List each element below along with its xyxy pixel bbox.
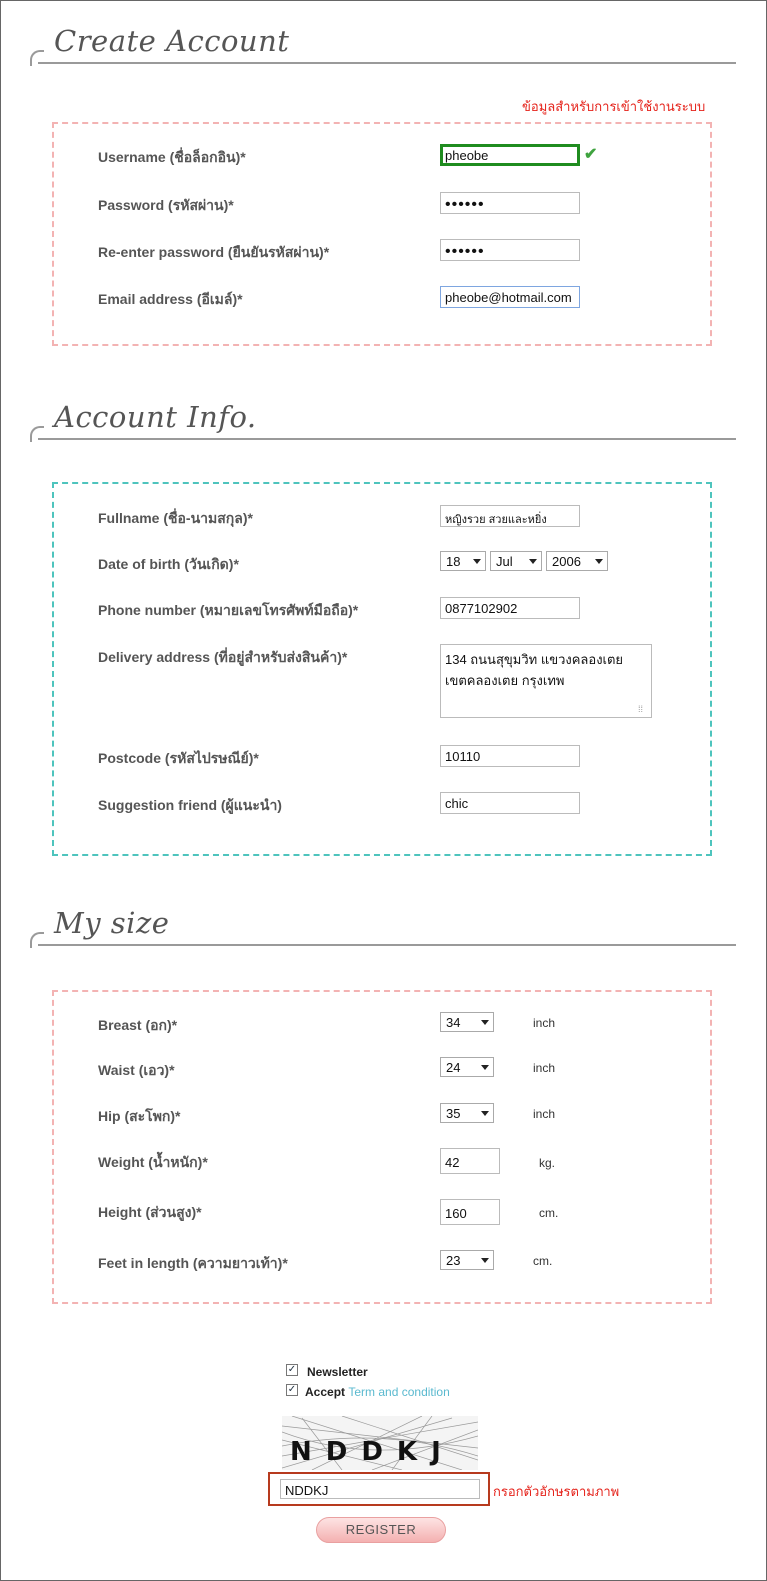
register-button[interactable]: REGISTER [316, 1517, 446, 1543]
breast-select[interactable] [440, 1012, 494, 1032]
title-underline [38, 62, 736, 64]
dob-month-select[interactable] [490, 551, 542, 571]
dob-year-select[interactable] [546, 551, 608, 571]
username-label: Username (ชื่อล็อกอิน)* [98, 149, 246, 165]
reenter-password-input[interactable]: •••••• [440, 239, 580, 261]
chevron-down-icon [595, 559, 603, 564]
phone-input[interactable]: 0877102902 [440, 597, 580, 619]
breast-value: 34 [446, 1015, 461, 1030]
resize-grip-icon[interactable]: ⁞⁞ [638, 704, 644, 714]
fullname-label: Fullname (ชื่อ-นามสกุล)* [98, 510, 253, 526]
chevron-down-icon [473, 559, 481, 564]
postcode-input[interactable]: 10110 [440, 745, 580, 767]
waist-select[interactable] [440, 1057, 494, 1077]
height-label: Height (ส่วนสูง)* [98, 1204, 202, 1220]
dob-month-value: Jul [496, 554, 513, 569]
waist-unit: inch [533, 1061, 556, 1075]
captcha-input-frame [268, 1472, 490, 1506]
suggestion-input[interactable]: chic [440, 792, 580, 814]
dob-day-select[interactable] [440, 551, 486, 571]
suggestion-label: Suggestion friend (ผู้แนะนำ) [98, 797, 282, 813]
accept-checkbox[interactable]: ✓ [287, 1384, 297, 1395]
captcha-note: กรอกตัวอักษรตามภาพ [493, 1484, 620, 1499]
postcode-label: Postcode (รหัสไปรษณีย์)* [98, 750, 259, 766]
hip-unit: inch [533, 1107, 556, 1121]
chevron-down-icon [529, 559, 537, 564]
valid-check-icon: ✔ [584, 146, 598, 163]
address-label: Delivery address (ที่อยู่สำหรับส่งสินค้า)* [98, 649, 348, 665]
feet-unit: cm. [533, 1254, 553, 1268]
email-label: Email address (อีเมล์)* [98, 291, 243, 307]
breast-unit: inch [533, 1016, 556, 1030]
feet-value: 23 [446, 1253, 461, 1268]
phone-label: Phone number (หมายเลขโทรศัพท์มือถือ)* [98, 602, 359, 618]
weight-label: Weight (น้ำหนัก)* [98, 1154, 208, 1170]
username-input[interactable]: pheobe [440, 144, 580, 166]
dob-label: Date of birth (วันเกิด)* [98, 556, 239, 572]
title-underline [38, 438, 736, 440]
accept-label: Accept [305, 1385, 346, 1399]
section-title-create-account [30, 24, 736, 64]
fullname-input[interactable]: หญิงรวย สวยและหยิ่ง [440, 505, 580, 527]
section-title-text: My size [54, 906, 170, 940]
password-input[interactable]: •••••• [440, 192, 580, 214]
newsletter-label: Newsletter [307, 1365, 368, 1379]
section-title-account-info [30, 400, 736, 440]
section-title-my-size [30, 906, 736, 946]
section-title-text: Create Account [54, 24, 290, 58]
feet-select[interactable] [440, 1250, 494, 1270]
address-textarea[interactable] [440, 644, 652, 718]
height-unit: cm. [539, 1206, 559, 1220]
waist-value: 24 [446, 1060, 461, 1075]
section-title-text: Account Info. [54, 400, 257, 434]
captcha-input[interactable]: NDDKJ [280, 1479, 480, 1499]
captcha-text: NDDKJ [290, 1437, 455, 1467]
hip-label: Hip (สะโพก)* [98, 1108, 181, 1124]
hip-select[interactable] [440, 1103, 494, 1123]
dob-year-value: 2006 [552, 554, 581, 569]
feet-label: Feet in length (ความยาวเท้า)* [98, 1255, 288, 1271]
chevron-down-icon [481, 1111, 489, 1116]
waist-label: Waist (เอว)* [98, 1062, 175, 1078]
hip-value: 35 [446, 1106, 461, 1121]
email-input[interactable]: pheobe@hotmail.com [440, 286, 580, 308]
height-input[interactable]: 160 [440, 1199, 500, 1225]
chevron-down-icon [481, 1065, 489, 1070]
weight-input[interactable]: 42 [440, 1148, 500, 1174]
password-label: Password (รหัสผ่าน)* [98, 197, 234, 213]
login-info-note: ข้อมูลสำหรับการเข้าใช้งานระบบ [522, 99, 706, 114]
title-underline [38, 944, 736, 946]
chevron-down-icon [481, 1258, 489, 1263]
reenter-password-label: Re-enter password (ยืนยันรหัสผ่าน)* [98, 244, 330, 260]
chevron-down-icon [481, 1020, 489, 1025]
captcha-image [282, 1416, 478, 1470]
weight-unit: kg. [539, 1156, 556, 1170]
term-and-condition-link[interactable]: Term and condition [348, 1385, 450, 1399]
dob-day-value: 18 [446, 554, 461, 569]
newsletter-checkbox[interactable]: ✓ [287, 1364, 297, 1375]
breast-label: Breast (อก)* [98, 1017, 178, 1033]
